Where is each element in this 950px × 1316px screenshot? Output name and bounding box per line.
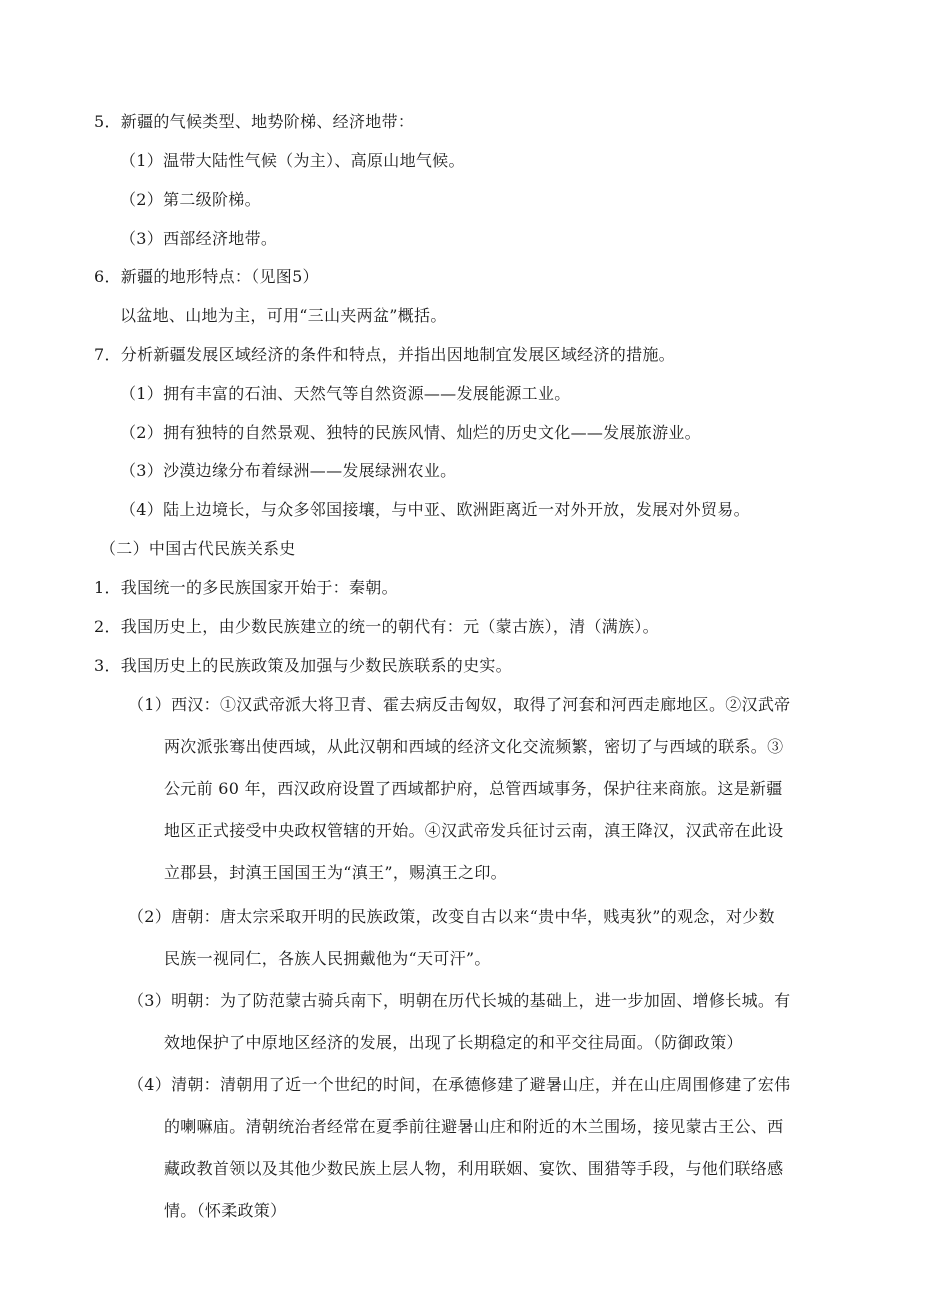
item-5-heading: 5．新疆的气候类型、地势阶梯、经济地带：	[94, 112, 415, 131]
item-6-heading: 6．新疆的地形特点：（见图5）	[94, 267, 319, 286]
item-7-sub-4: （4）陆上边境长，与众多邻国接壤，与中亚、欧洲距离近一对外开放，发展对外贸易。	[120, 500, 750, 519]
tang-line-1: （2）唐朝：唐太宗采取开明的民族政策，改变自古以来“贵中华，贱夷狄”的观念，对少数	[128, 907, 775, 926]
history-item-2: 2．我国历史上，由少数民族建立的统一的朝代有：元（蒙古族），清（满族）。	[94, 617, 659, 636]
qing-line-3: 藏政教首领以及其他少数民族上层人物，利用联姻、宴饮、围猎等手段，与他们联络感	[164, 1159, 784, 1178]
section-title-history: （二）中国古代民族关系史	[100, 539, 296, 558]
item-6-body: 以盆地、山地为主，可用“三山夹两盆”概括。	[120, 306, 447, 325]
item-5-sub-2: （2）第二级阶梯。	[120, 190, 261, 209]
item-7-sub-2: （2）拥有独特的自然景观、独特的民族风情、灿烂的历史文化——发展旅游业。	[120, 423, 701, 442]
ming-line-2: 效地保护了中原地区经济的发展，出现了长期稳定的和平交往局面。（防御政策）	[164, 1033, 743, 1052]
item-5-sub-3: （3）西部经济地带。	[120, 229, 278, 248]
han-line-5: 立郡县，封滇王国国王为“滇王”，赐滇王之印。	[164, 863, 507, 882]
han-line-1: （1）西汉：①汉武帝派大将卫青、霍去病反击匈奴，取得了河套和河西走廊地区。②汉武帝	[128, 695, 791, 714]
han-line-3: 公元前 60 年，西汉政府设置了西域都护府，总管西域事务，保护往来商旅。这是新疆	[164, 779, 783, 798]
history-item-3-heading: 3．我国历史上的民族政策及加强与少数民族联系的史实。	[94, 656, 512, 675]
ming-line-1: （3）明朝：为了防范蒙古骑兵南下，明朝在历代长城的基础上，进一步加固、增修长城。有	[128, 991, 791, 1010]
han-line-2: 两次派张骞出使西域，从此汉朝和西域的经济文化交流频繁，密切了与西域的联系。③	[164, 737, 784, 756]
tang-line-2: 民族一视同仁，各族人民拥戴他为“天可汗”。	[164, 949, 491, 968]
item-7-heading: 7．分析新疆发展区域经济的条件和特点，并指出因地制宜发展区域经济的措施。	[94, 345, 675, 364]
history-item-1: 1．我国统一的多民族国家开始于：秦朝。	[94, 578, 398, 597]
item-7-sub-1: （1）拥有丰富的石油、天然气等自然资源——发展能源工业。	[120, 384, 571, 403]
item-5-sub-1: （1）温带大陆性气候（为主）、高原山地气候。	[120, 151, 465, 170]
qing-line-2: 的喇嘛庙。清朝统治者经常在夏季前往避暑山庄和附近的木兰围场，接见蒙古王公、西	[164, 1117, 784, 1136]
qing-line-1: （4）清朝：清朝用了近一个世纪的时间，在承德修建了避暑山庄，并在山庄周围修建了宏伟	[128, 1075, 791, 1094]
qing-line-4: 情。（怀柔政策）	[164, 1201, 287, 1220]
han-line-4: 地区正式接受中央政权管辖的开始。④汉武帝发兵征讨云南，滇王降汉，汉武帝在此设	[164, 821, 784, 840]
item-7-sub-3: （3）沙漠边缘分布着绿洲——发展绿洲农业。	[120, 461, 457, 480]
